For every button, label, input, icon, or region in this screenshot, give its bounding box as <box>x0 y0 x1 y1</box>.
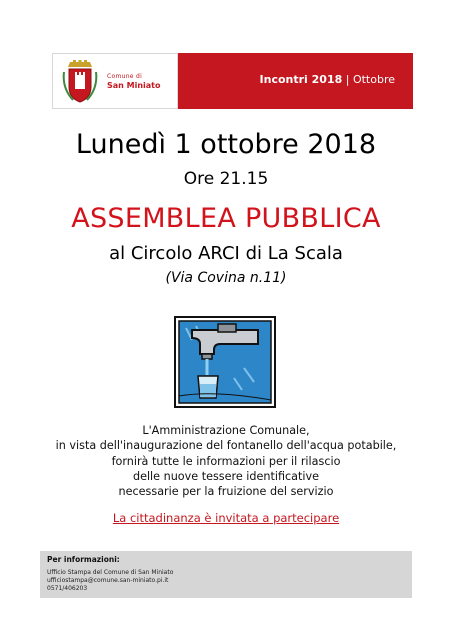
water-tap-icon <box>174 316 276 408</box>
info-email[interactable]: ufficiostampa@comune.san-miniato.pi.it <box>47 577 169 584</box>
body-line: in vista dell'inaugurazione del fontanello dell'acqua potabile, <box>55 439 397 453</box>
info-phone: 0571/406203 <box>47 585 88 592</box>
event-title: ASSEMBLEA PUBBLICA <box>71 203 381 234</box>
header-band <box>178 53 413 109</box>
body-line: fornirà tutte le informazioni per il rilascio <box>111 454 341 468</box>
invite-text: La cittadinanza è invitata a partecipare <box>112 511 340 525</box>
crest-icon <box>61 60 99 104</box>
event-date: Lunedì 1 ottobre 2018 <box>75 129 377 160</box>
event-venue: al Circolo ARCI di La Scala <box>109 243 343 264</box>
band-series: Incontri 2018 <box>259 73 343 86</box>
event-address: (Via Covina n.11) <box>165 270 287 286</box>
info-office: Ufficio Stampa del Comune di San Miniato <box>47 569 174 576</box>
band-separator: | <box>342 73 353 86</box>
body-line: necessarie per la fruizione del servizio <box>118 485 334 499</box>
body-line: delle nuove tessere identificative <box>132 469 320 483</box>
band-month: Ottobre <box>352 73 395 86</box>
comune-name: San Miniato <box>107 81 161 90</box>
info-title: Per informazioni: <box>47 555 120 564</box>
header <box>52 53 413 109</box>
event-time: Ore 21.15 <box>183 169 269 189</box>
body-text <box>0 423 452 499</box>
logo-box <box>52 53 178 109</box>
info-box <box>40 551 412 598</box>
body-line: L'Amministrazione Comunale, <box>142 424 310 437</box>
comune-prefix: Comune di <box>107 73 143 80</box>
band-text <box>260 73 395 86</box>
